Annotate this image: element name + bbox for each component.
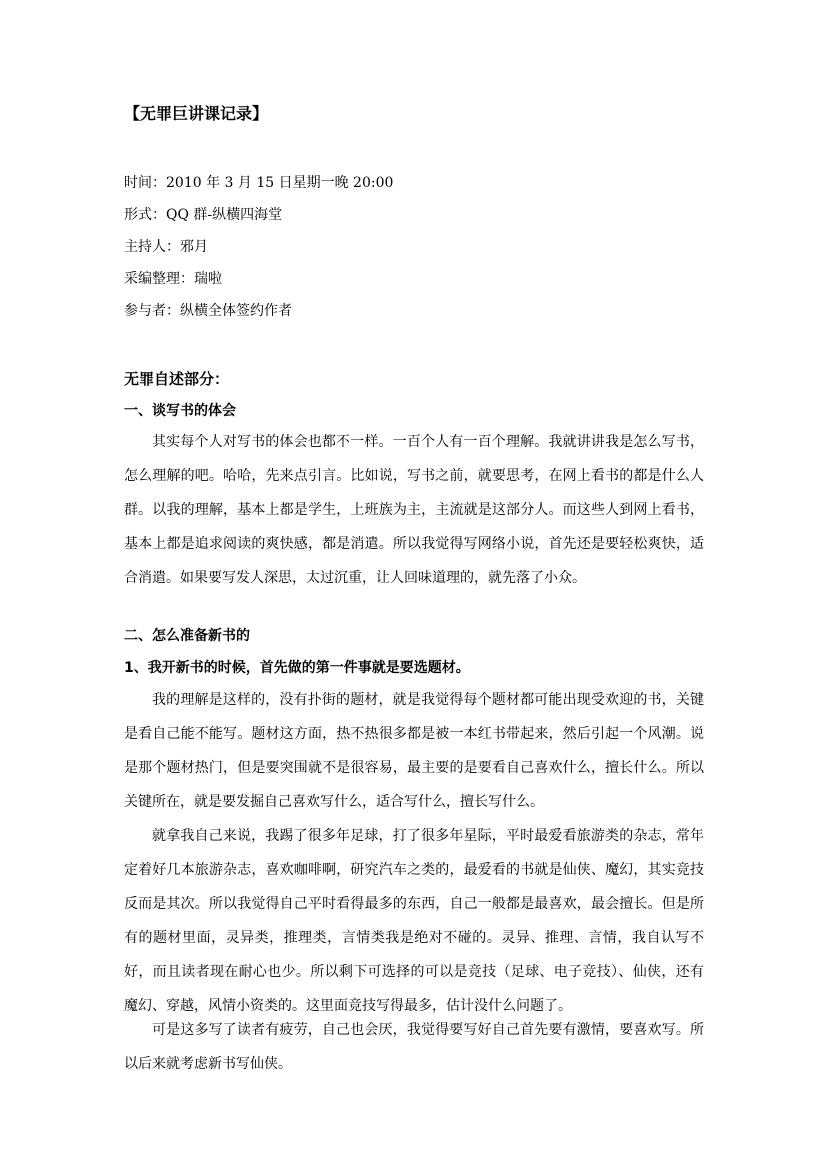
meta-format: 形式：QQ 群-纵横四海堂: [124, 207, 283, 223]
part2-subheading: 1、我开新书的时候，首先做的第一件事就是要选题材。: [124, 660, 470, 676]
section-heading: 无罪自述部分：: [124, 370, 230, 388]
meta-host: 主持人：邪月: [124, 239, 208, 255]
part2-paragraph-3: 可是这多写了读者有疲劳，自己也会厌，我觉得要写好自己首先要有激情，要喜欢写。所以后来就考虑新书写仙侠。: [124, 1022, 704, 1072]
meta-time: 时间：2010 年 3 月 15 日星期一晚 20:00: [124, 175, 394, 191]
part2-paragraph-1: 我的理解是这样的，没有扑街的题材，就是我觉得每个题材都可能出现受欢迎的书，关键是看自己能不能写。题材这方面，热不热很多都是被一本红书带起来，然后引起一个风潮。说是那个题材热门，但是要突围就不是很容易，最主要的是要看自己喜欢什么，擅长什么。所以关键所在，就是要发掘自己喜欢写什么，适合写什么，擅长写什么。: [124, 692, 704, 810]
part1-paragraph: 其实每个人对写书的体会也都不一样。一百个人有一百个理解。我就讲讲我是怎么写书，怎么理解的吧。哈哈，先来点引言。比如说，写书之前，就要思考，在网上看书的都是什么人群。以我的理解，基本上都是学生，上班族为主，主流就是这部分人。而这些人到网上看书，基本上都是追求阅读的爽快感，都是消遣。所以我觉得写网络小说，首先还是要轻松爽快，适合消遣。如果要写发人深思，太过沉重，让人回味道理的，就先落了小众。: [124, 434, 704, 586]
meta-editor: 采编整理：瑞啦: [124, 271, 222, 287]
part2-heading: 二、怎么准备新书的: [124, 628, 250, 644]
part2-paragraph-2: 就拿我自己来说，我踢了很多年足球，打了很多年星际，平时最爱看旅游类的杂志，常年定着好几本旅游杂志，喜欢咖啡啊，研究汽车之类的，最爱看的书就是仙侠、魔幻，其实竞技反而是其次。所以我觉得自己平时看得最多的东西，自己一般都是最喜欢，最会擅长。但是所有的题材里面，灵异类，推理类，言情类我是绝对不碰的。灵异、推理、言情，我自认写不好，而且读者现在耐心也少。所以剩下可选择的可以是竞技（足球、电子竞技）、仙侠，还有魔幻、穿越，风情小资类的。这里面竞技写得最多，估计没什么问题了。: [124, 828, 704, 1014]
document-title: 【无罪巨讲课记录】: [124, 104, 269, 123]
meta-participants: 参与者：纵横全体签约作者: [124, 303, 292, 319]
part1-heading: 一、谈写书的体会: [124, 403, 236, 419]
